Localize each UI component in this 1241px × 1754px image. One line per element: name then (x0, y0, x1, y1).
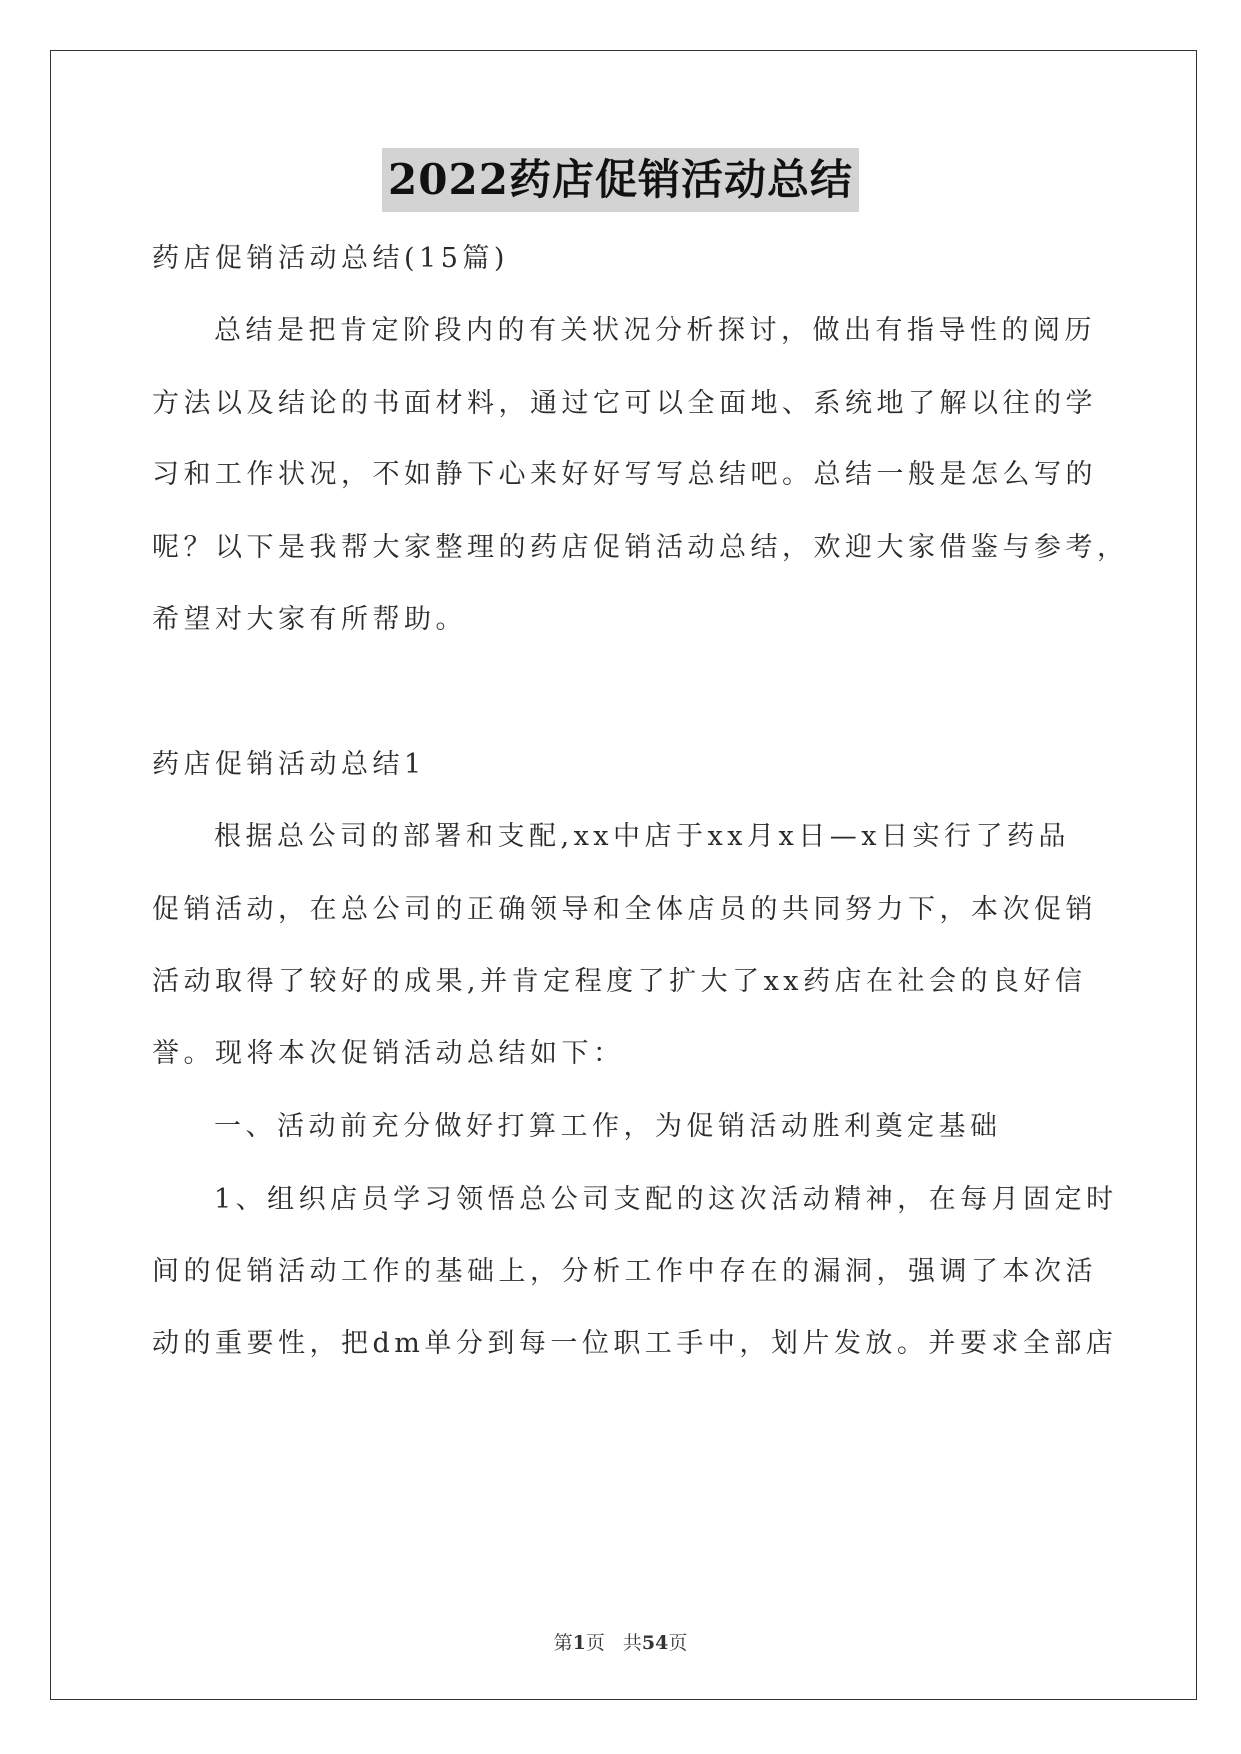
title-container (0, 148, 1241, 212)
intro-line: 呢？以下是我帮大家整理的药店促销活动总结，欢迎大家借鉴与参考， (152, 532, 1129, 563)
current-page-number: 1 (572, 1632, 586, 1654)
point-heading: 一、活动前充分做好打算工作，为促销活动胜利奠定基础 (214, 1111, 1002, 1142)
point-line: 间的促销活动工作的基础上，分析工作中存在的漏洞，强调了本次活 (152, 1256, 1097, 1287)
point-line: 1、组织店员学习领悟总公司支配的这次活动精神，在每月固定时 (214, 1184, 1118, 1215)
section-heading: 药店促销活动总结1 (152, 749, 426, 780)
body-line: 根据总公司的部署和支配,xx中店于xx月x日—x日实行了药品 (214, 821, 1070, 852)
page-border (50, 50, 1197, 1700)
page-footer (0, 1628, 1241, 1655)
page-prefix: 第 (553, 1632, 573, 1654)
page-mid: 页 (585, 1632, 605, 1654)
document-subtitle: 药店促销活动总结(15篇) (152, 243, 509, 274)
document-title: 2022药店促销活动总结 (382, 148, 859, 212)
body-line: 促销活动，在总公司的正确领导和全体店员的共同努力下，本次促销 (152, 894, 1097, 925)
total-page-number: 54 (641, 1632, 669, 1654)
intro-line: 习和工作状况，不如静下心来好好写写总结吧。总结一般是怎么写的 (152, 459, 1097, 490)
intro-line: 方法以及结论的书面材料，通过它可以全面地、系统地了解以往的学 (152, 388, 1097, 419)
body-line: 活动取得了较好的成果,并肯定程度了扩大了xx药店在社会的良好信 (152, 966, 1087, 997)
intro-line: 希望对大家有所帮助。 (152, 604, 467, 635)
intro-line: 总结是把肯定阶段内的有关状况分析探讨，做出有指导性的阅历 (214, 315, 1096, 346)
body-line: 誉。现将本次促销活动总结如下： (152, 1038, 625, 1069)
total-prefix: 共 (622, 1632, 642, 1654)
point-line: 动的重要性，把dm单分到每一位职工手中，划片发放。并要求全部店 (152, 1328, 1118, 1359)
total-suffix: 页 (668, 1632, 688, 1654)
